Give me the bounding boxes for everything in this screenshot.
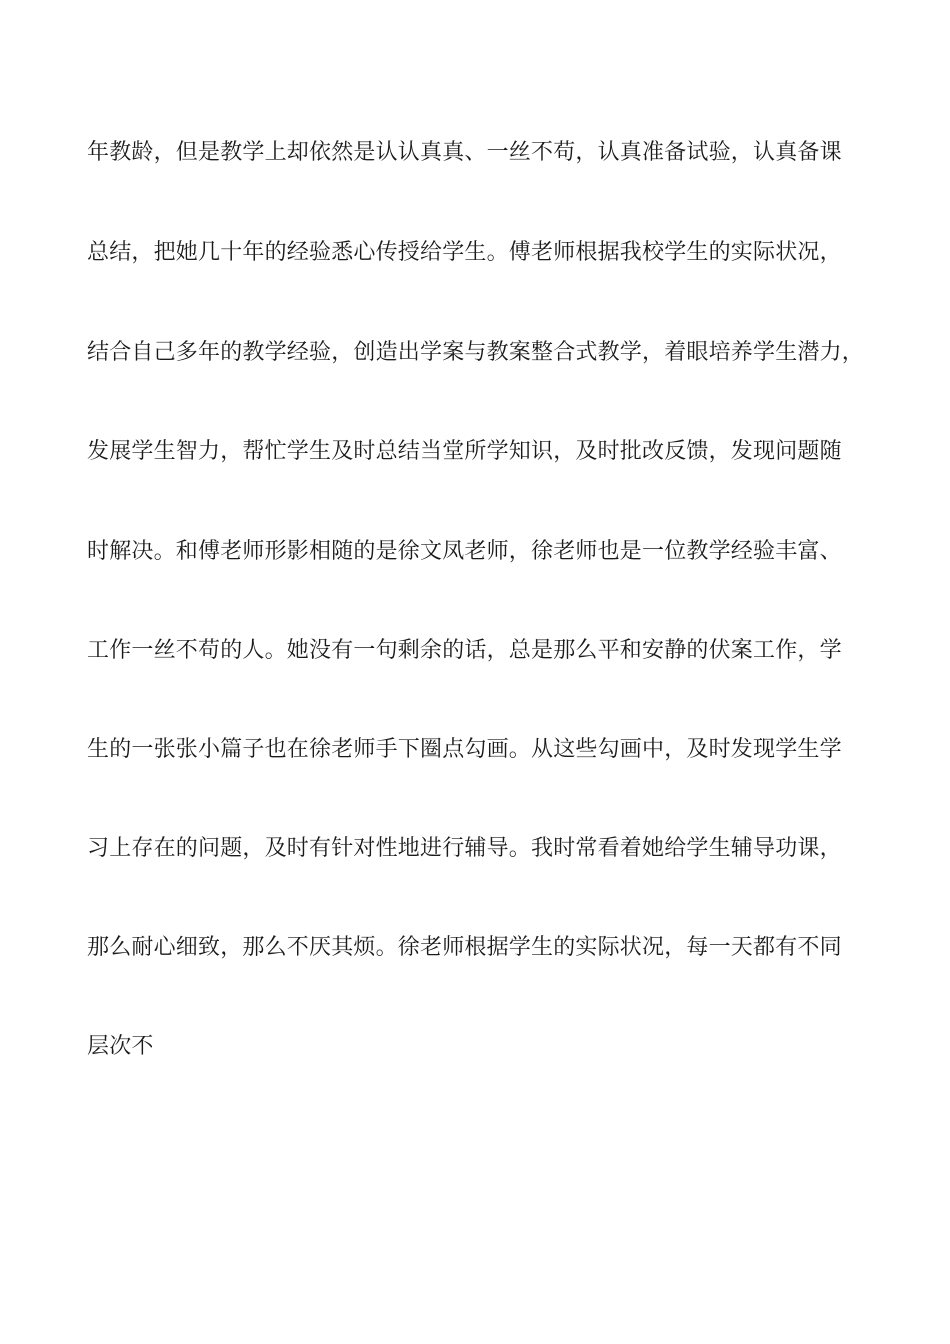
text-line-1: 年教龄，但是教学上却依然是认认真真、一丝不苟，认真准备试验，认真备课	[87, 140, 842, 165]
text-line-5: 时解决。和傅老师形影相随的是徐文凤老师，徐老师也是一位教学经验丰富、	[87, 539, 842, 564]
text-line-10: 层次不	[87, 1034, 154, 1059]
text-line-6: 工作一丝不苟的人。她没有一句剩余的话，总是那么平和安静的伏案工作，学	[87, 638, 842, 663]
text-line-9: 那么耐心细致，那么不厌其烦。徐老师根据学生的实际状况，每一天都有不同	[87, 935, 842, 960]
text-line-2: 总结，把她几十年的经验悉心传授给学生。傅老师根据我校学生的实际状况，	[87, 240, 842, 265]
text-line-4: 发展学生智力，帮忙学生及时总结当堂所学知识，及时批改反馈，发现问题随	[87, 439, 842, 464]
text-line-7: 生的一张张小篇子也在徐老师手下圈点勾画。从这些勾画中，及时发现学生学	[87, 737, 842, 762]
text-line-3: 结合自己多年的教学经验，创造出学案与教案整合式教学，着眼培养学生潜力，	[87, 340, 865, 365]
text-line-8: 习上存在的问题，及时有针对性地进行辅导。我时常看着她给学生辅导功课，	[87, 836, 842, 861]
